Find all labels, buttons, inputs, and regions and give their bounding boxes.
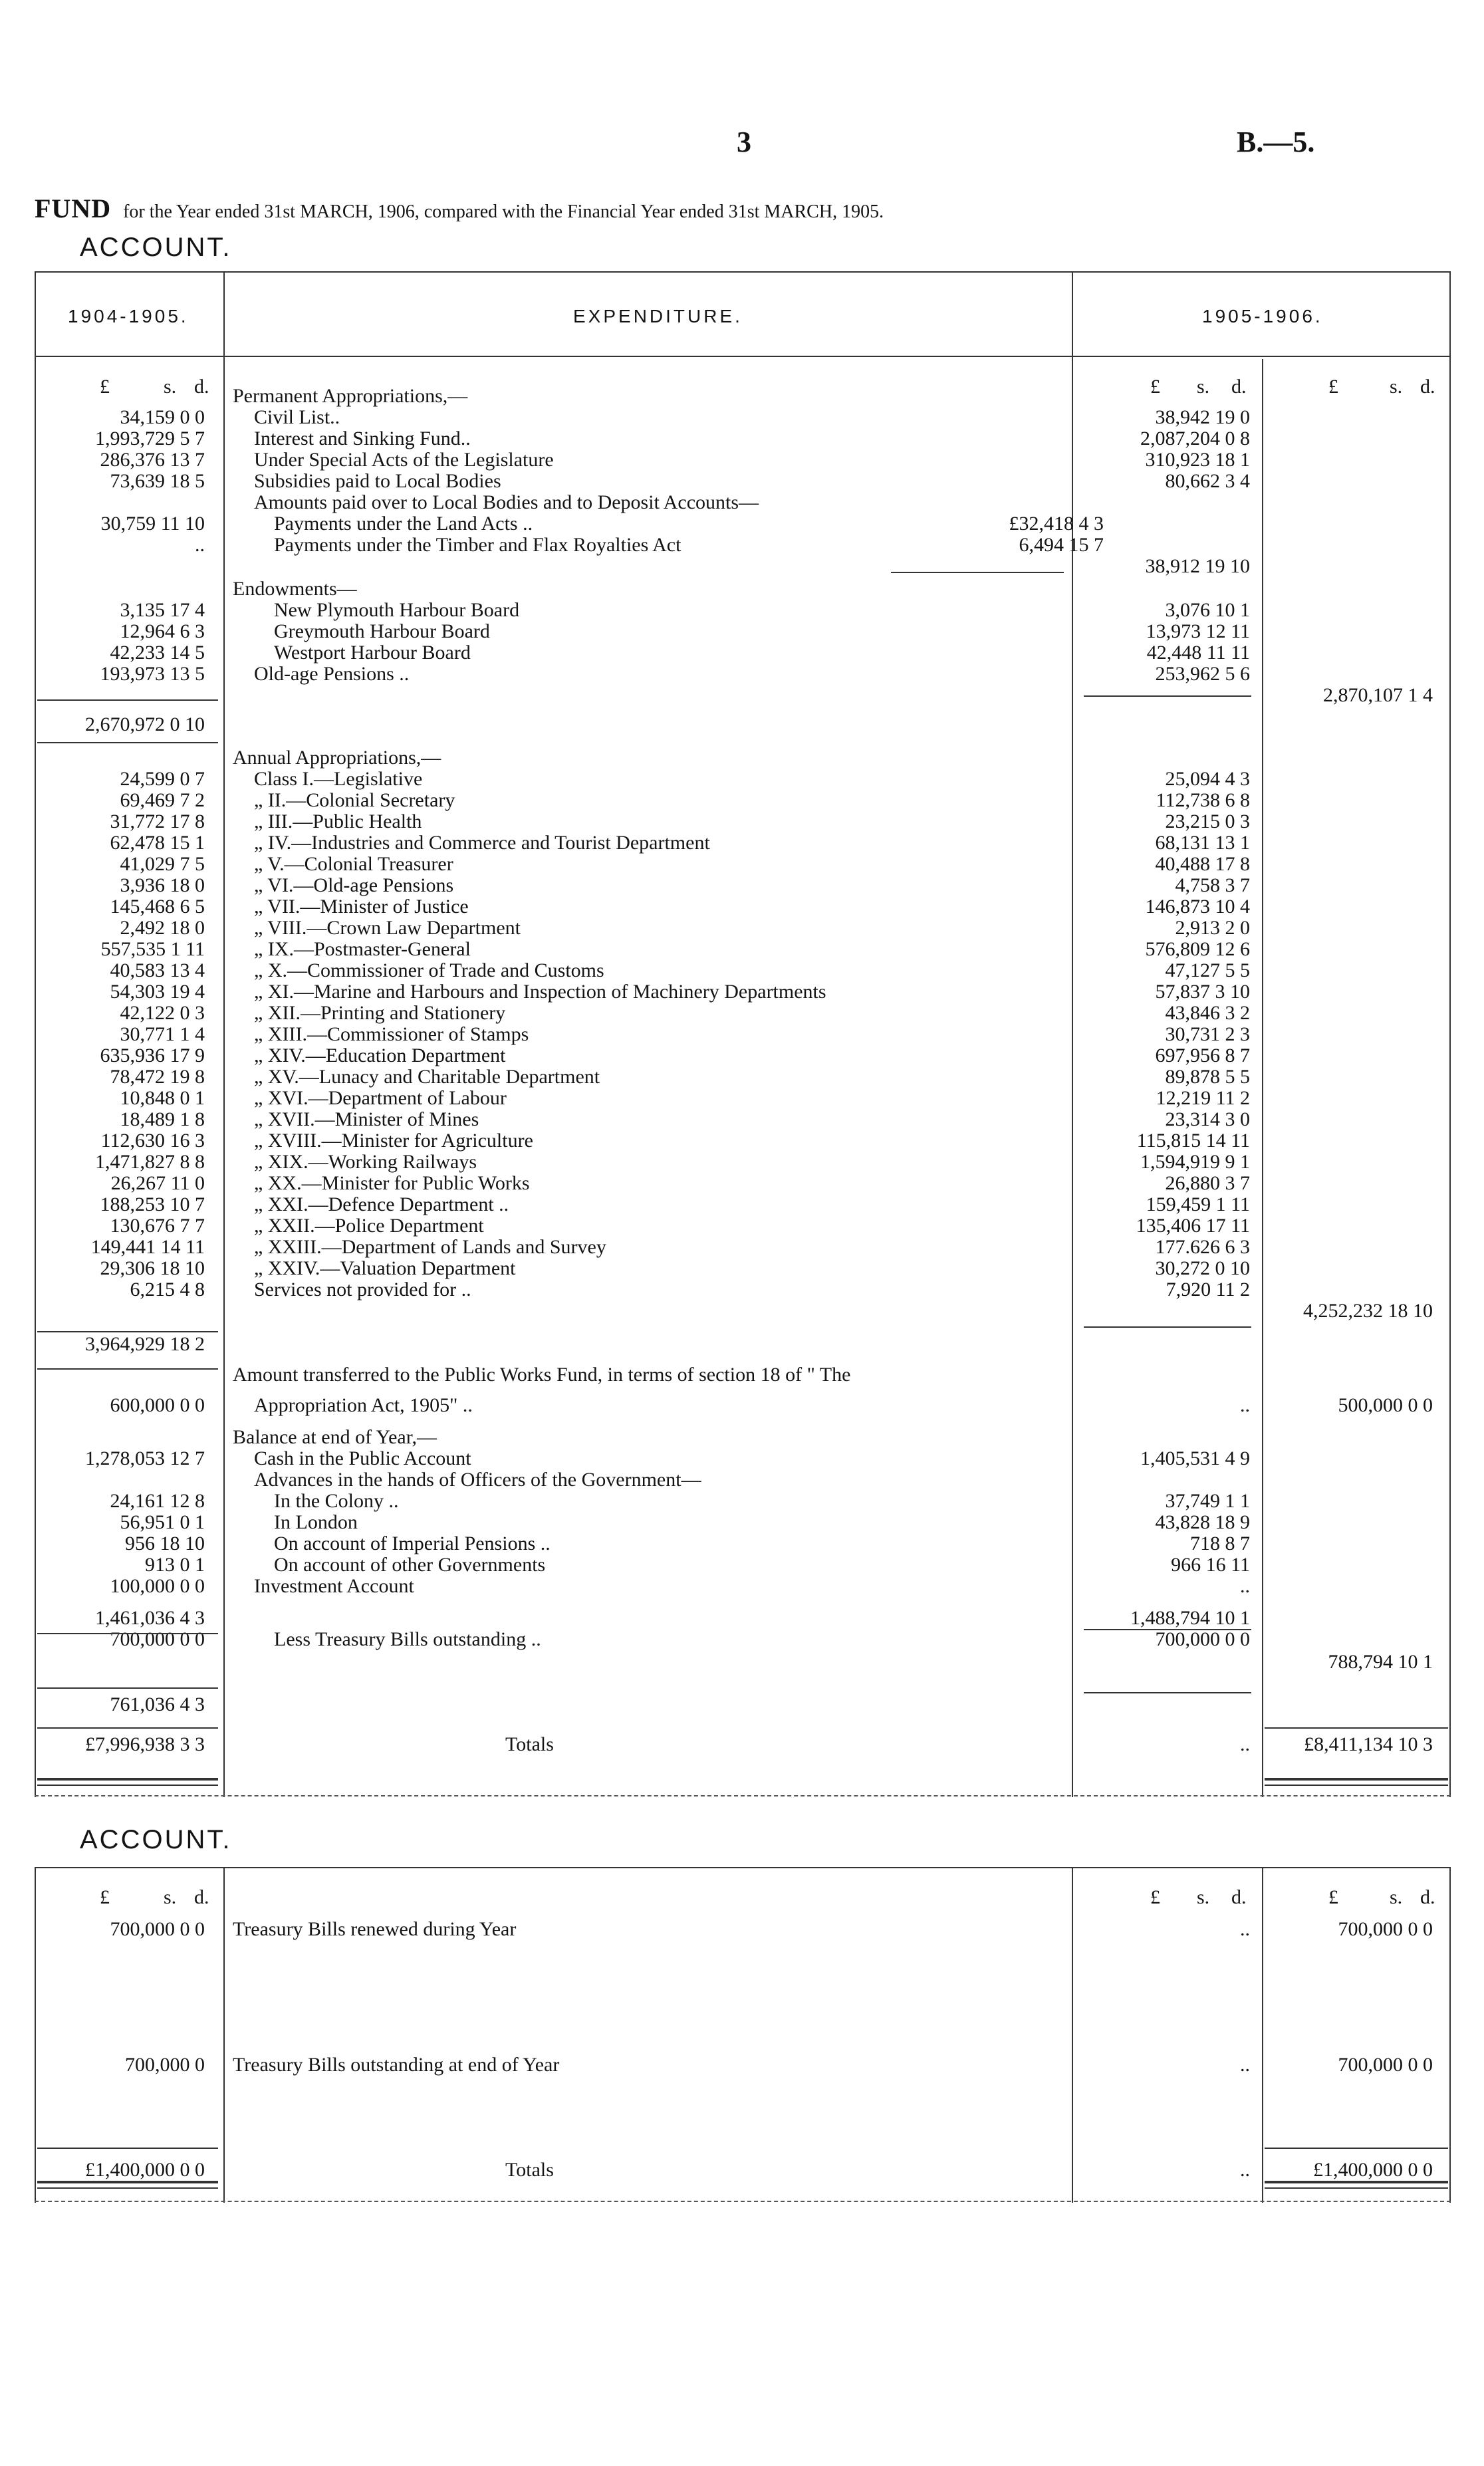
current-year-total-amount: 4,252,232 18 10 — [1303, 1300, 1433, 1322]
r2-pence-label: d. — [1420, 376, 1435, 398]
expenditure-row — [0, 1334, 1484, 1355]
prior-year-amount: 188,253 10 7 — [100, 1193, 205, 1215]
table2-left-rule — [35, 1867, 36, 2203]
prior-year-amount: 41,029 7 5 — [120, 853, 205, 875]
prior-year-amount: 78,472 19 8 — [110, 1066, 205, 1088]
t2-r2-total-rule-top — [1265, 2148, 1448, 2149]
expenditure-row — [0, 1066, 1484, 1088]
current-year-item-amount: 68,131 13 1 — [1155, 832, 1250, 854]
prior-year-amount: 42,122 0 3 — [120, 1002, 205, 1024]
expenditure-row — [0, 386, 1484, 407]
current-year-item-amount: .. — [1240, 1394, 1250, 1416]
item-description: „ XVI.—Department of Labour — [254, 1087, 507, 1109]
prior-year-amount: 286,376 13 7 — [100, 449, 205, 471]
prior-year-amount: 73,639 18 5 — [110, 470, 205, 492]
expenditure-row — [0, 492, 1484, 513]
r1-shillings-label: s. — [1197, 376, 1210, 398]
item-description: „ XVII.—Minister of Mines — [254, 1108, 479, 1130]
prior-year-amount: 1,461,036 4 3 — [95, 1607, 205, 1629]
page-number: 3 — [737, 126, 751, 158]
fund-heading — [35, 193, 884, 224]
item-description: Treasury Bills outstanding at end of Year — [233, 2054, 560, 2076]
item-description: Less Treasury Bills outstanding .. — [274, 1628, 541, 1650]
prior-year-amount: 956 18 10 — [125, 1533, 205, 1554]
prior-year-amount: 3,964,929 18 2 — [85, 1333, 205, 1355]
table2-right-rule — [1449, 1867, 1451, 2203]
item-description: Advances in the hands of Officers of the Government— — [254, 1469, 701, 1491]
expenditure-row — [0, 918, 1484, 939]
prior-year-amount: 34,159 0 0 — [120, 406, 205, 428]
current-year-item-amount: 42,448 11 11 — [1146, 642, 1250, 664]
prior-year-amount: 761,036 4 3 — [110, 1693, 205, 1715]
current-year-item-amount: 718 8 7 — [1190, 1533, 1250, 1554]
current-year-total-amount: 700,000 0 0 — [1338, 2054, 1433, 2076]
r1-subtotal-rule-2 — [1084, 1326, 1251, 1328]
prior-year-amount: 42,233 14 5 — [110, 642, 205, 664]
expenditure-row — [0, 747, 1484, 769]
expenditure-row — [0, 714, 1484, 735]
item-description: „ V.—Colonial Treasurer — [254, 853, 453, 875]
r1-subtotal-rule-1 — [1084, 695, 1251, 697]
item-description: In the Colony .. — [274, 1490, 399, 1512]
current-year-item-amount: 43,828 18 9 — [1155, 1511, 1250, 1533]
prior-year-amount: 30,759 11 10 — [100, 513, 205, 535]
item-description: „ VI.—Old-age Pensions — [254, 874, 454, 896]
prior-year-amount: 100,000 0 0 — [110, 1575, 205, 1597]
mid-subtotal-rule — [891, 572, 1064, 573]
current-year-item-amount: 4,758 3 7 — [1175, 874, 1250, 896]
expenditure-row — [0, 1045, 1484, 1066]
item-description: Amounts paid over to Local Bodies and to Deposit Accounts— — [254, 491, 759, 513]
current-year-item-amount: 37,749 1 1 — [1165, 1490, 1250, 1512]
current-year-item-amount: 47,127 5 5 — [1165, 959, 1250, 981]
fund-heading-text: for the Year ended 31st MARCH, 1906, compared with the Financial Year ended 31st MARCH, 1905. — [123, 201, 884, 222]
expenditure-row — [0, 1448, 1484, 1469]
prior-year-amount: 1,278,053 12 7 — [85, 1447, 205, 1469]
expenditure-row — [0, 1279, 1484, 1300]
prior-year-amount: 54,303 19 4 — [110, 981, 205, 1003]
expenditure-row — [0, 407, 1484, 428]
expenditure-row — [0, 1109, 1484, 1130]
item-description: Class I.—Legislative — [254, 768, 423, 790]
expenditure-row — [0, 832, 1484, 854]
table2-col-rule-2 — [1072, 1867, 1073, 2203]
prior-year-amount: 62,478 15 1 — [110, 832, 205, 854]
item-description: Amount transferred to the Public Works Fund, in terms of section 18 of " The — [233, 1364, 851, 1386]
expenditure-row — [0, 981, 1484, 1003]
item-description: „ X.—Commissioner of Trade and Customs — [254, 959, 604, 981]
t2-r1-shillings-label: s. — [1197, 1886, 1210, 1908]
expenditure-row — [0, 1576, 1484, 1597]
prior-year-amount: 24,161 12 8 — [110, 1490, 205, 1512]
current-year-item-amount: 25,094 4 3 — [1165, 768, 1250, 790]
item-description: „ II.—Colonial Secretary — [254, 789, 455, 811]
prior-year-amount: 700,000 0 0 — [110, 1628, 205, 1650]
prior-year-amount: 1,471,827 8 8 — [95, 1151, 205, 1173]
current-year-item-amount: 40,488 17 8 — [1155, 853, 1250, 875]
sub-item-amount: £32,418 4 3 — [1009, 513, 1104, 535]
expenditure-row — [0, 1395, 1484, 1416]
prior-year-amount: 18,489 1 8 — [120, 1108, 205, 1130]
current-year-total-amount: £1,400,000 0 0 — [1313, 2159, 1433, 2181]
current-year-item-amount: 7,920 11 2 — [1166, 1279, 1250, 1300]
expenditure-row — [0, 428, 1484, 449]
expenditure-row — [0, 1364, 1484, 1386]
expenditure-row — [0, 685, 1484, 706]
expenditure-row — [0, 1533, 1484, 1554]
item-description: „ III.—Public Health — [254, 810, 422, 832]
expenditure-row — [0, 1215, 1484, 1237]
expenditure-row — [0, 1173, 1484, 1194]
prior-year-amount: 12,964 6 3 — [120, 620, 205, 642]
item-description: Endowments— — [233, 578, 357, 600]
treasury-row — [0, 2054, 1484, 2076]
current-year-item-amount: 576,809 12 6 — [1145, 938, 1250, 960]
item-description: „ XI.—Marine and Harbours and Inspection of Machinery Departments — [254, 981, 826, 1003]
item-description: „ XIX.—Working Railways — [254, 1151, 477, 1173]
t2-r1-pence-label: d. — [1231, 1886, 1247, 1908]
expenditure-row — [0, 513, 1484, 535]
expenditure-row — [0, 1024, 1484, 1045]
current-year-item-amount: 2,087,204 0 8 — [1140, 428, 1250, 449]
expenditure-row — [0, 854, 1484, 875]
item-description: Cash in the Public Account — [254, 1447, 471, 1469]
current-year-item-amount: 26,880 3 7 — [1165, 1172, 1250, 1194]
expenditure-row — [0, 664, 1484, 685]
expenditure-row — [0, 1003, 1484, 1024]
item-description: New Plymouth Harbour Board — [274, 599, 520, 621]
sub-item-amount: 6,494 15 7 — [1019, 534, 1104, 556]
prior-year-amount: 700,000 0 — [125, 2054, 205, 2076]
current-year-item-amount: 23,314 3 0 — [1165, 1108, 1250, 1130]
current-year-total-amount: 500,000 0 0 — [1338, 1394, 1433, 1416]
item-description: „ IV.—Industries and Commerce and Tourist Department — [254, 832, 710, 854]
expenditure-row — [0, 449, 1484, 471]
r1-pence-label: d. — [1231, 376, 1247, 398]
prior-year-amount: 112,630 16 3 — [100, 1130, 205, 1152]
expenditure-row — [0, 642, 1484, 664]
t2-r2-shillings-label: s. — [1390, 1886, 1403, 1908]
current-year-item-amount: 700,000 0 0 — [1155, 1628, 1250, 1650]
current-year-item-amount: 13,973 12 11 — [1146, 620, 1250, 642]
current-year-item-amount: 146,873 10 4 — [1145, 896, 1250, 918]
table-bottom-rule — [35, 1795, 1451, 1796]
current-year-item-amount: .. — [1240, 2054, 1250, 2076]
item-description: Permanent Appropriations,— — [233, 385, 468, 407]
left-pence-label: d. — [194, 376, 209, 398]
t2-left-shillings-label: s. — [164, 1886, 177, 1908]
left-pound-label: £ — [100, 376, 110, 398]
expenditure-row — [0, 578, 1484, 600]
current-year-total-amount: 788,794 10 1 — [1328, 1651, 1433, 1673]
expenditure-row — [0, 1152, 1484, 1173]
prior-year-amount: £7,996,938 3 3 — [85, 1733, 205, 1755]
current-year-item-amount: 253,962 5 6 — [1155, 663, 1250, 685]
r1-subtotal-rule-3 — [1084, 1629, 1251, 1630]
item-description: Interest and Sinking Fund.. — [254, 428, 471, 449]
expenditure-row — [0, 1258, 1484, 1279]
expenditure-row — [0, 790, 1484, 811]
item-description: On account of Imperial Pensions .. — [274, 1533, 551, 1554]
prior-year-amount: 145,468 6 5 — [110, 896, 205, 918]
header-bottom-rule — [35, 356, 1451, 357]
item-description: Payments under the Timber and Flax Royalties Act — [274, 534, 681, 556]
current-year-item-amount: 80,662 3 4 — [1165, 470, 1250, 492]
left-subtotal-rule-2b — [37, 1368, 218, 1370]
expenditure-row — [0, 471, 1484, 492]
expenditure-row — [0, 939, 1484, 960]
current-year-item-amount: 38,912 19 10 — [1145, 555, 1250, 577]
expenditure-row — [0, 1194, 1484, 1215]
item-description: „ XX.—Minister for Public Works — [254, 1172, 530, 1194]
expenditure-row — [0, 1469, 1484, 1491]
col-header-1904-1905: 1904-1905. — [68, 306, 189, 326]
r2-total-double-rule-2 — [1265, 1785, 1448, 1786]
current-year-item-amount: 89,878 5 5 — [1165, 1066, 1250, 1088]
item-description: Old-age Pensions .. — [254, 663, 410, 685]
item-description: „ XVIII.—Minister for Agriculture — [254, 1130, 533, 1152]
t2-left-pound-label: £ — [100, 1886, 110, 1908]
item-description: Totals — [505, 1733, 554, 1755]
treasury-row — [0, 1919, 1484, 1940]
fund-heading-bold: FUND — [35, 193, 112, 223]
prior-year-amount: 3,135 17 4 — [120, 599, 205, 621]
current-year-total-amount: £8,411,134 10 3 — [1304, 1733, 1433, 1755]
prior-year-amount: £1,400,000 0 0 — [85, 2159, 205, 2181]
prior-year-amount: 557,535 1 11 — [100, 938, 205, 960]
expenditure-row — [0, 600, 1484, 621]
item-description: „ XV.—Lunacy and Charitable Department — [254, 1066, 600, 1088]
current-year-item-amount: 112,738 6 8 — [1156, 789, 1250, 811]
current-year-item-amount: 1,594,919 9 1 — [1140, 1151, 1250, 1173]
prior-year-amount: 913 0 1 — [145, 1554, 205, 1576]
expenditure-row — [0, 1512, 1484, 1533]
expenditure-row — [0, 1491, 1484, 1512]
expenditure-row — [0, 1608, 1484, 1629]
prior-year-amount: 29,306 18 10 — [100, 1257, 205, 1279]
item-description: Subsidies paid to Local Bodies — [254, 470, 501, 492]
current-year-item-amount: 115,815 14 11 — [1136, 1130, 1250, 1152]
current-year-item-amount: 1,405,531 4 9 — [1140, 1447, 1250, 1469]
expenditure-row — [0, 556, 1484, 577]
current-year-total-amount: 700,000 0 0 — [1338, 1918, 1433, 1940]
prior-year-amount: 635,936 17 9 — [100, 1045, 205, 1066]
t2-left-total-rule-top — [37, 2148, 218, 2149]
item-description: „ VIII.—Crown Law Department — [254, 917, 521, 939]
expenditure-row — [0, 1427, 1484, 1448]
document-reference: B.—5. — [1237, 126, 1315, 158]
item-description: Balance at end of Year,— — [233, 1426, 437, 1448]
current-year-item-amount: 135,406 17 11 — [1136, 1215, 1250, 1237]
prior-year-amount: 40,583 13 4 — [110, 959, 205, 981]
left-subtotal-rule-1 — [37, 699, 218, 701]
expenditure-row — [0, 811, 1484, 832]
r2-total-rule-top — [1265, 1727, 1448, 1729]
prior-year-amount: 2,670,972 0 10 — [85, 713, 205, 735]
expenditure-row — [0, 1652, 1484, 1673]
expenditure-row — [0, 875, 1484, 896]
prior-year-amount: 149,441 14 11 — [90, 1236, 205, 1258]
item-description: „ XIII.—Commissioner of Stamps — [254, 1023, 529, 1045]
prior-year-amount: 31,772 17 8 — [110, 810, 205, 832]
prior-year-amount: 193,973 13 5 — [100, 663, 205, 685]
r1-pound-label: £ — [1150, 376, 1160, 398]
t2-r2-pound-label: £ — [1328, 1886, 1338, 1908]
prior-year-amount: 26,267 11 0 — [110, 1172, 205, 1194]
current-year-item-amount: 30,731 2 3 — [1165, 1023, 1250, 1045]
expenditure-row — [0, 1694, 1484, 1715]
item-description: In London — [274, 1511, 358, 1533]
t2-r2-pence-label: d. — [1420, 1886, 1435, 1908]
t2-r2-total-double-rule-2 — [1265, 2187, 1448, 2189]
item-description: „ XII.—Printing and Stationery — [254, 1002, 506, 1024]
item-description: Appropriation Act, 1905" .. — [254, 1394, 473, 1416]
current-year-item-amount: 1,488,794 10 1 — [1130, 1607, 1250, 1629]
expenditure-row — [0, 535, 1484, 556]
current-year-item-amount: 2,913 2 0 — [1175, 917, 1250, 939]
t2-left-pence-label: d. — [194, 1886, 209, 1908]
item-description: Civil List.. — [254, 406, 340, 428]
expenditure-row — [0, 769, 1484, 790]
current-year-total-amount: 2,870,107 1 4 — [1323, 684, 1433, 706]
col-header-1905-1906: 1905-1906. — [1202, 306, 1323, 326]
r2-pound-label: £ — [1328, 376, 1338, 398]
expenditure-row — [0, 1300, 1484, 1322]
current-year-item-amount: 310,923 18 1 — [1145, 449, 1250, 471]
current-year-item-amount: 159,459 1 11 — [1146, 1193, 1250, 1215]
expenditure-row — [0, 1130, 1484, 1152]
expenditure-row — [0, 1554, 1484, 1576]
account-title: ACCOUNT. — [80, 233, 232, 262]
item-description: Annual Appropriations,— — [233, 747, 441, 769]
col-header-expenditure: EXPENDITURE. — [573, 306, 743, 326]
t2-r1-pound-label: £ — [1150, 1886, 1160, 1908]
r1-subtotal-rule-4 — [1084, 1692, 1251, 1693]
item-description: „ XXI.—Defence Department .. — [254, 1193, 509, 1215]
prior-year-amount: 69,469 7 2 — [120, 789, 205, 811]
t2-left-total-double-rule-2 — [37, 2187, 218, 2189]
t2-left-total-double-rule — [37, 2181, 218, 2183]
expenditure-row — [0, 1088, 1484, 1109]
prior-year-amount: 2,492 18 0 — [120, 917, 205, 939]
prior-year-amount: 700,000 0 0 — [110, 1918, 205, 1940]
treasury-row — [0, 2159, 1484, 2181]
table2-col-rule-3 — [1262, 1867, 1263, 2203]
left-subtotal-rule-4 — [37, 1687, 218, 1689]
prior-year-amount: .. — [195, 534, 205, 556]
item-description: „ XXIV.—Valuation Department — [254, 1257, 516, 1279]
item-description: Westport Harbour Board — [274, 642, 471, 664]
prior-year-amount: 600,000 0 0 — [110, 1394, 205, 1416]
current-year-item-amount: 966 16 11 — [1171, 1554, 1250, 1576]
left-shillings-label: s. — [164, 376, 177, 398]
expenditure-row — [0, 960, 1484, 981]
current-year-item-amount: .. — [1240, 1918, 1250, 1940]
prior-year-amount: 10,848 0 1 — [120, 1087, 205, 1109]
item-description: „ XXIII.—Department of Lands and Survey — [254, 1236, 606, 1258]
current-year-item-amount: 697,956 8 7 — [1155, 1045, 1250, 1066]
prior-year-amount: 56,951 0 1 — [120, 1511, 205, 1533]
left-subtotal-rule-2 — [37, 1331, 218, 1332]
current-year-item-amount: .. — [1240, 2159, 1250, 2181]
item-description: Totals — [505, 2159, 554, 2181]
item-description: „ VII.—Minister of Justice — [254, 896, 469, 918]
current-year-item-amount: 23,215 0 3 — [1165, 810, 1250, 832]
r2-shillings-label: s. — [1390, 376, 1403, 398]
item-description: Payments under the Land Acts .. — [274, 513, 533, 535]
item-description: Greymouth Harbour Board — [274, 620, 490, 642]
left-total-double-rule-2 — [37, 1785, 218, 1786]
current-year-item-amount: 43,846 3 2 — [1165, 1002, 1250, 1024]
prior-year-amount: 130,676 7 7 — [110, 1215, 205, 1237]
left-total-double-rule — [37, 1778, 218, 1781]
current-year-item-amount: 3,076 10 1 — [1165, 599, 1250, 621]
current-year-item-amount: .. — [1240, 1733, 1250, 1755]
table2-top-rule — [35, 1867, 1451, 1868]
table2-currency-header — [0, 1887, 1484, 1908]
current-year-item-amount: 30,272 0 10 — [1155, 1257, 1250, 1279]
table2-bottom-rule — [35, 2201, 1451, 2202]
prior-year-amount: 30,771 1 4 — [120, 1023, 205, 1045]
current-year-item-amount: 12,219 11 2 — [1156, 1087, 1250, 1109]
prior-year-amount: 6,215 4 8 — [130, 1279, 205, 1300]
item-description: „ XIV.—Education Department — [254, 1045, 506, 1066]
account-title-2: ACCOUNT. — [80, 1825, 232, 1854]
left-subtotal-rule-3 — [37, 1633, 218, 1634]
expenditure-row — [0, 1237, 1484, 1258]
current-year-item-amount: 38,942 19 0 — [1155, 406, 1250, 428]
table-top-rule — [35, 271, 1451, 273]
item-description: On account of other Governments — [274, 1554, 546, 1576]
table2-col-rule-1 — [223, 1867, 225, 2203]
expenditure-row — [0, 1734, 1484, 1755]
item-description: Services not provided for .. — [254, 1279, 471, 1300]
prior-year-amount: 1,993,729 5 7 — [95, 428, 205, 449]
left-total-rule-top — [37, 1727, 218, 1729]
item-description: Under Special Acts of the Legislature — [254, 449, 554, 471]
current-year-item-amount: 177.626 6 3 — [1155, 1236, 1250, 1258]
r2-total-double-rule — [1265, 1778, 1448, 1781]
current-year-item-amount: 57,837 3 10 — [1155, 981, 1250, 1003]
expenditure-row — [0, 1629, 1484, 1650]
prior-year-amount: 24,599 0 7 — [120, 768, 205, 790]
item-description: Treasury Bills renewed during Year — [233, 1918, 517, 1940]
item-description: Investment Account — [254, 1575, 414, 1597]
item-description: „ IX.—Postmaster-General — [254, 938, 471, 960]
t2-r2-total-double-rule — [1265, 2181, 1448, 2183]
current-year-item-amount: .. — [1240, 1575, 1250, 1597]
left-subtotal-rule-1b — [37, 742, 218, 743]
expenditure-row — [0, 621, 1484, 642]
prior-year-amount: 3,936 18 0 — [120, 874, 205, 896]
expenditure-row — [0, 896, 1484, 918]
item-description: „ XXII.—Police Department — [254, 1215, 484, 1237]
